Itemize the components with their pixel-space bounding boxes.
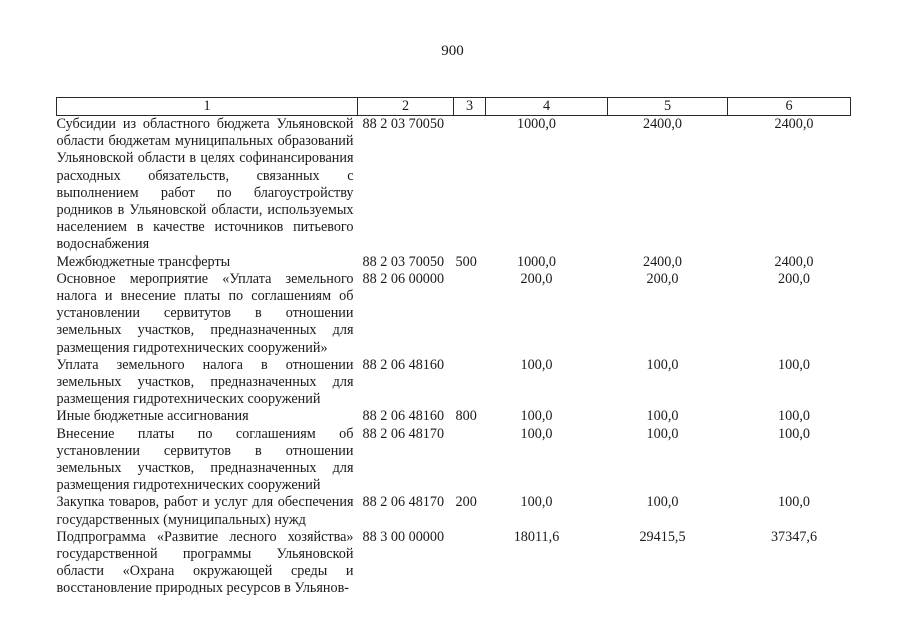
row-name: Основное мероприятие «Уплата земельного налога и внесение платы по соглашениям об установлении сервитутов в отношении земельных участков, предназначенных для размещения гидротехнических сооружений»: [56, 270, 354, 356]
row-expense-type: [454, 357, 486, 409]
table-row: [57, 254, 851, 271]
row-value-5: 2400,0: [642, 253, 682, 270]
row-expense-type: 200: [455, 494, 477, 511]
row-code: 88 2 06 48160: [362, 408, 445, 425]
row-expense-type: [454, 529, 486, 598]
row-value-6: 100,0: [778, 425, 810, 442]
row-value-4: 1000,0: [516, 116, 556, 132]
row-name: Субсидии из областного бюджета Ульяновской области бюджетам муниципальных образований Ульяновской области в целях софинансирования расходных обязательств, связанных с выполнением работ по благоустройству родников в Ульяновской области, используемых населением в качестве источников питьевого водоснабжения: [56, 116, 354, 253]
row-value-4: 100,0: [520, 425, 553, 442]
row-code: 88 2 03 70050: [362, 253, 445, 270]
row-value-5: 100,0: [646, 494, 679, 511]
row-value-4: 18011,6: [513, 528, 560, 545]
row-name: Внесение платы по соглашениям об установлении сервитутов в отношении земельных участков, предназначенных для размещения гидротехнических сооружений: [56, 425, 354, 494]
table-row: [57, 529, 851, 598]
column-header-5: 5: [608, 98, 728, 116]
row-code: 88 3 00 00000: [362, 528, 445, 545]
row-value-5: 100,0: [646, 408, 679, 425]
table-row: [57, 426, 851, 495]
column-header-4: 4: [486, 98, 608, 116]
row-value-5: 100,0: [646, 356, 679, 373]
budget-table: [56, 97, 851, 598]
table-row: [57, 271, 851, 357]
row-value-6: 100,0: [778, 494, 810, 511]
table-body: [57, 116, 851, 598]
table-row: [57, 408, 851, 425]
row-value-4: 200,0: [520, 270, 553, 287]
row-value-5: 29415,5: [639, 528, 686, 545]
row-code: 88 2 06 48170: [362, 425, 445, 442]
table-row: [57, 357, 851, 409]
row-value-4: 100,0: [520, 408, 553, 425]
row-code: 88 2 03 70050: [362, 116, 445, 132]
row-name: Уплата земельного налога в отношении земельных участков, предназначенных для размещения гидротехнических сооружений: [56, 356, 354, 408]
row-name: Подпрограмма «Развитие лесного хозяйства» государственной программы Ульяновской области «Охрана окружающей среды и восстановление природных ресурсов в Ульянов-: [56, 528, 354, 597]
row-code: 88 2 06 48170: [362, 494, 445, 511]
row-value-6: 200,0: [778, 270, 810, 287]
row-expense-type: [454, 426, 486, 495]
row-value-6: 2400,0: [774, 116, 814, 132]
row-value-6: 37347,6: [770, 528, 818, 545]
row-expense-type: [454, 116, 486, 254]
column-header-3: 3: [454, 98, 486, 116]
header-row: [57, 98, 851, 116]
row-code: 88 2 06 00000: [362, 270, 445, 287]
row-value-6: 100,0: [778, 408, 810, 425]
row-value-6: 2400,0: [774, 253, 814, 270]
table-header: [57, 98, 851, 116]
row-value-4: 1000,0: [516, 253, 556, 270]
row-value-5: 2400,0: [642, 116, 682, 132]
row-expense-type: 800: [455, 408, 477, 425]
page-number: 900: [441, 43, 464, 59]
table-row: [57, 116, 851, 254]
row-value-4: 100,0: [520, 356, 553, 373]
row-name: Закупка товаров, работ и услуг для обеспечения государственных (муниципальных) нужд: [56, 494, 354, 528]
row-value-5: 100,0: [646, 425, 679, 442]
row-name: Иные бюджетные ассигнования: [56, 408, 249, 425]
row-value-4: 100,0: [520, 494, 553, 511]
row-expense-type: [454, 271, 486, 357]
column-header-6: 6: [728, 98, 851, 116]
row-value-6: 100,0: [778, 356, 810, 373]
row-code: 88 2 06 48160: [362, 356, 445, 373]
row-expense-type: 500: [455, 253, 477, 270]
column-header-2: 2: [358, 98, 454, 116]
table-row: [57, 494, 851, 528]
row-name: Межбюджетные трансферты: [56, 253, 231, 270]
column-header-1: 1: [57, 98, 358, 116]
row-value-5: 200,0: [646, 270, 679, 287]
